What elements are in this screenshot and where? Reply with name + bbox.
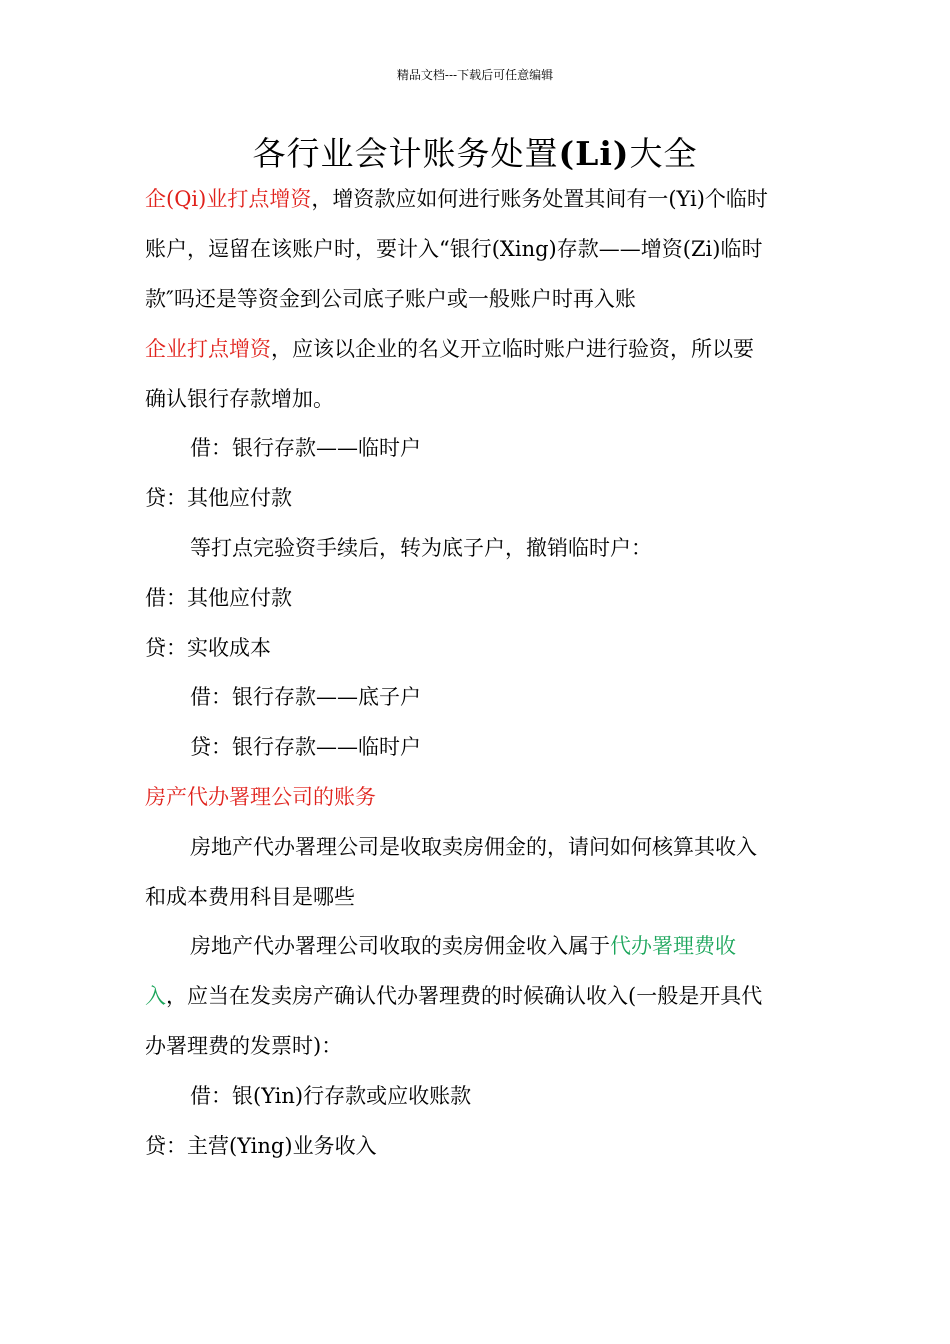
- paragraph-line: 和成本费用科目是哪些: [145, 885, 355, 909]
- highlight-text-green: 代办署理费收: [610, 934, 736, 958]
- journal-entry-credit: 贷：实收成本: [145, 636, 271, 660]
- journal-entry-credit: 贷：银行存款——临时户: [190, 735, 421, 759]
- title-bold: (Li): [558, 134, 630, 173]
- document-title: [0, 128, 950, 175]
- journal-entry-credit: 贷：主营(Ying)业务收入: [145, 1134, 377, 1158]
- paragraph-line: 办署理费的发票时)：: [145, 1034, 343, 1058]
- title-pre: 各行业会计账务处置: [252, 134, 559, 173]
- journal-entry-debit: 借：银行存款——临时户: [190, 436, 421, 460]
- paragraph-line: 确认银行存款增加。: [145, 387, 334, 411]
- journal-entry-debit: 借：银行存款——底子户: [190, 685, 421, 709]
- paragraph-line: 等打点完验资手续后，转为底子户，撤销临时户：: [190, 536, 652, 560]
- paragraph-line: 房地产代办署理公司收取的卖房佣金收入属于代办署理费收: [190, 934, 736, 958]
- paragraph-line: 入，应当在发卖房产确认代办署理费的时候确认收入(一般是开具代: [145, 984, 763, 1008]
- journal-entry-debit: 借：其他应付款: [145, 586, 292, 610]
- paragraph-line: 企业打点增资，应该以企业的名义开立临时账户进行验资，所以要: [145, 337, 754, 361]
- paragraph-line: 企(Qi)业打点增资，增资款应如何进行账务处置其间有一(Yi)个临时: [145, 187, 768, 211]
- highlight-text: 企(Qi)业打点增资: [145, 187, 312, 211]
- title-post: 大全: [629, 134, 698, 173]
- paragraph-line: 账户，逗留在该账户时，要计入“银行(Xing)存款——增资(Zi)临时: [145, 237, 763, 261]
- paragraph-line: 款″吗还是等资金到公司底子账户或一般账户时再入账: [145, 287, 636, 311]
- paragraph-line: 房地产代办署理公司是收取卖房佣金的，请问如何核算其收入: [190, 835, 757, 859]
- page-header: 精品文档---下载后可任意编辑: [396, 68, 554, 82]
- highlight-text: 房产代办署理公司的账务: [145, 785, 376, 809]
- highlight-text: 企业打点增资: [145, 337, 271, 361]
- section-heading: [145, 782, 376, 812]
- highlight-text-green: 入: [145, 984, 166, 1008]
- journal-entry-debit: 借：银(Yin)行存款或应收账款: [190, 1084, 472, 1108]
- journal-entry-credit: 贷：其他应付款: [145, 486, 292, 510]
